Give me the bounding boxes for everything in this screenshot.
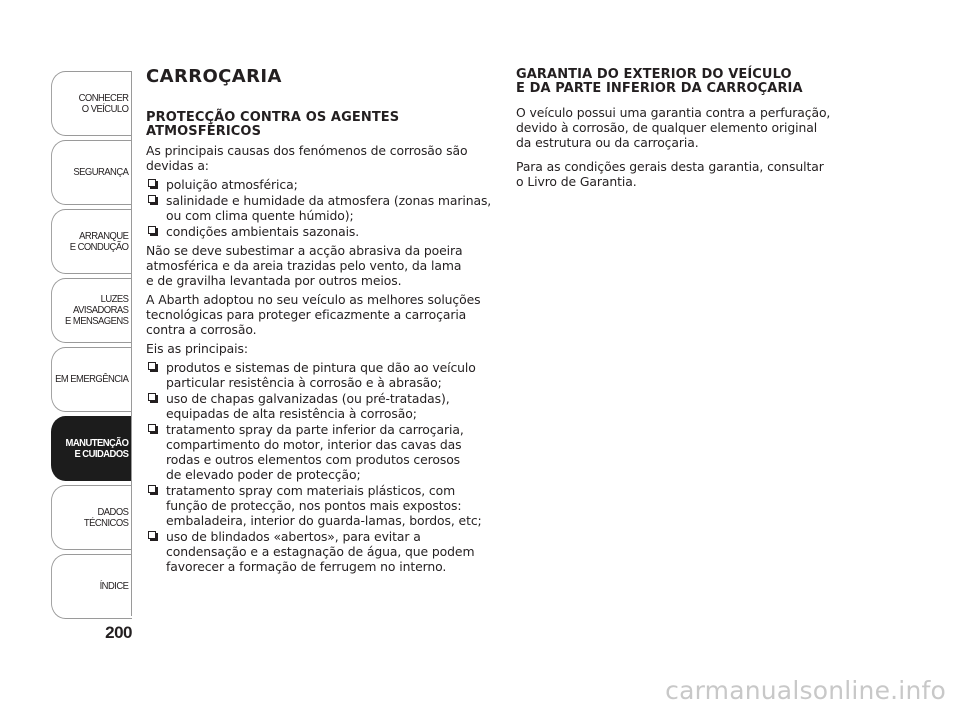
tab-arranque-e-conducao[interactable] xyxy=(51,209,132,274)
tab-dados-tecnicos[interactable] xyxy=(51,485,132,550)
intro-paragraph xyxy=(146,143,496,173)
warranty-heading-text: GARANTIA DO EXTERIOR DO VEÍCULO E DA PARTE INFERIOR DA CARROÇARIA xyxy=(516,67,803,96)
list-item xyxy=(146,177,496,192)
tab-label: DADOS TÉCNICOS xyxy=(83,505,129,529)
checkbox-bullet-icon xyxy=(148,362,156,370)
checkbox-bullet-icon xyxy=(148,485,156,493)
list-item-text: poluição atmosférica; xyxy=(166,177,298,192)
tab-label: SEGURANÇA xyxy=(73,166,129,178)
checkbox-bullet-icon xyxy=(148,195,156,203)
list-item-text: salinidade e humidade da atmosfera (zonas marinas, ou com clima quente húmido); xyxy=(166,193,492,223)
paragraph-text: Eis as principais: xyxy=(146,341,248,356)
tab-conhecer-o-veiculo[interactable] xyxy=(51,71,132,136)
paragraph-text: Para as condições gerais desta garantia, consultar o Livro de Garantia. xyxy=(516,159,824,189)
list-item-text: tratamento spray da parte inferior da carroçaria, compartimento do motor, interior das cavas das rodas e outros elementos com produtos cerosos de elevado poder de protecção; xyxy=(166,422,464,482)
list-item xyxy=(146,483,496,528)
tab-label: EM EMERGÊNCIA xyxy=(55,373,129,385)
tab-label: CONHECER O VEÍCULO xyxy=(78,91,129,115)
list-item xyxy=(146,529,496,574)
tab-label: ARRANQUE E CONDUÇÃO xyxy=(69,229,129,253)
right-column xyxy=(516,68,846,193)
section-heading-text: PROTECÇÃO CONTRA OS AGENTES ATMOSFÉRICOS xyxy=(146,110,400,139)
page-title: CARROÇARIA xyxy=(146,66,282,87)
paragraph xyxy=(146,292,496,337)
list-item-text: uso de blindados «abertos», para evitar a condensação e a estagnação de água, que podem favorecer a formação de ferrugem no interno. xyxy=(166,529,475,574)
list-item-text: condições ambientais sazonais. xyxy=(166,224,360,239)
warranty-heading xyxy=(516,68,846,96)
tab-seguranca[interactable] xyxy=(51,140,132,205)
list-item-text: uso de chapas galvanizadas (ou pré-tratadas), equipadas de alta resistência à corrosão; xyxy=(166,391,450,421)
causes-list xyxy=(146,177,496,239)
list-item xyxy=(146,360,496,390)
paragraph-text: A Abarth adoptou no seu veículo as melhores soluções tecnológicas para proteger eficazmente a carroçaria contra a corrosão. xyxy=(146,292,481,337)
page-number: 200 xyxy=(105,623,132,642)
tab-manutencao-e-cuidados[interactable] xyxy=(51,416,132,481)
tab-indice[interactable] xyxy=(51,554,132,619)
paragraph xyxy=(516,159,846,189)
checkbox-bullet-icon xyxy=(148,531,156,539)
paragraph xyxy=(146,243,496,288)
tab-spine-divider xyxy=(131,71,132,616)
watermark: carmanualsonline.info xyxy=(665,676,946,705)
tab-label: LUZES AVISADORAS E MENSAGENS xyxy=(65,293,129,327)
solutions-list xyxy=(146,360,496,574)
list-item xyxy=(146,224,496,239)
intro-text: As principais causas dos fenómenos de corrosão são devidas a: xyxy=(146,143,468,173)
checkbox-bullet-icon xyxy=(148,179,156,187)
tab-label: ÍNDICE xyxy=(99,580,129,592)
list-item-text: tratamento spray com materiais plásticos, com função de protecção, nos pontos mais expostos: embaladeira, interior do guarda-lamas, bordos, etc; xyxy=(166,483,482,528)
list-item xyxy=(146,193,496,223)
paragraph-text: O veículo possui uma garantia contra a perfuração, devido à corrosão, de qualquer elemento original da estrutura ou da carroçaria. xyxy=(516,105,831,150)
tab-luzes-avisadoras[interactable] xyxy=(51,278,132,343)
tab-label: MANUTENÇÃO E CUIDADOS xyxy=(65,436,129,460)
section-heading xyxy=(146,111,496,139)
list-item xyxy=(146,391,496,421)
checkbox-bullet-icon xyxy=(148,424,156,432)
checkbox-bullet-icon xyxy=(148,393,156,401)
checkbox-bullet-icon xyxy=(148,226,156,234)
paragraph xyxy=(146,341,496,356)
list-item xyxy=(146,422,496,482)
tab-em-emergencia[interactable] xyxy=(51,347,132,412)
left-column xyxy=(146,66,496,578)
paragraph-text: Não se deve subestimar a acção abrasiva da poeira atmosférica e da areia trazidas pelo vento, da lama e de gravilha levantada por outros meios. xyxy=(146,243,463,288)
paragraph xyxy=(516,105,846,150)
list-item-text: produtos e sistemas de pintura que dão ao veículo particular resistência à corrosão e à abrasão; xyxy=(166,360,476,390)
